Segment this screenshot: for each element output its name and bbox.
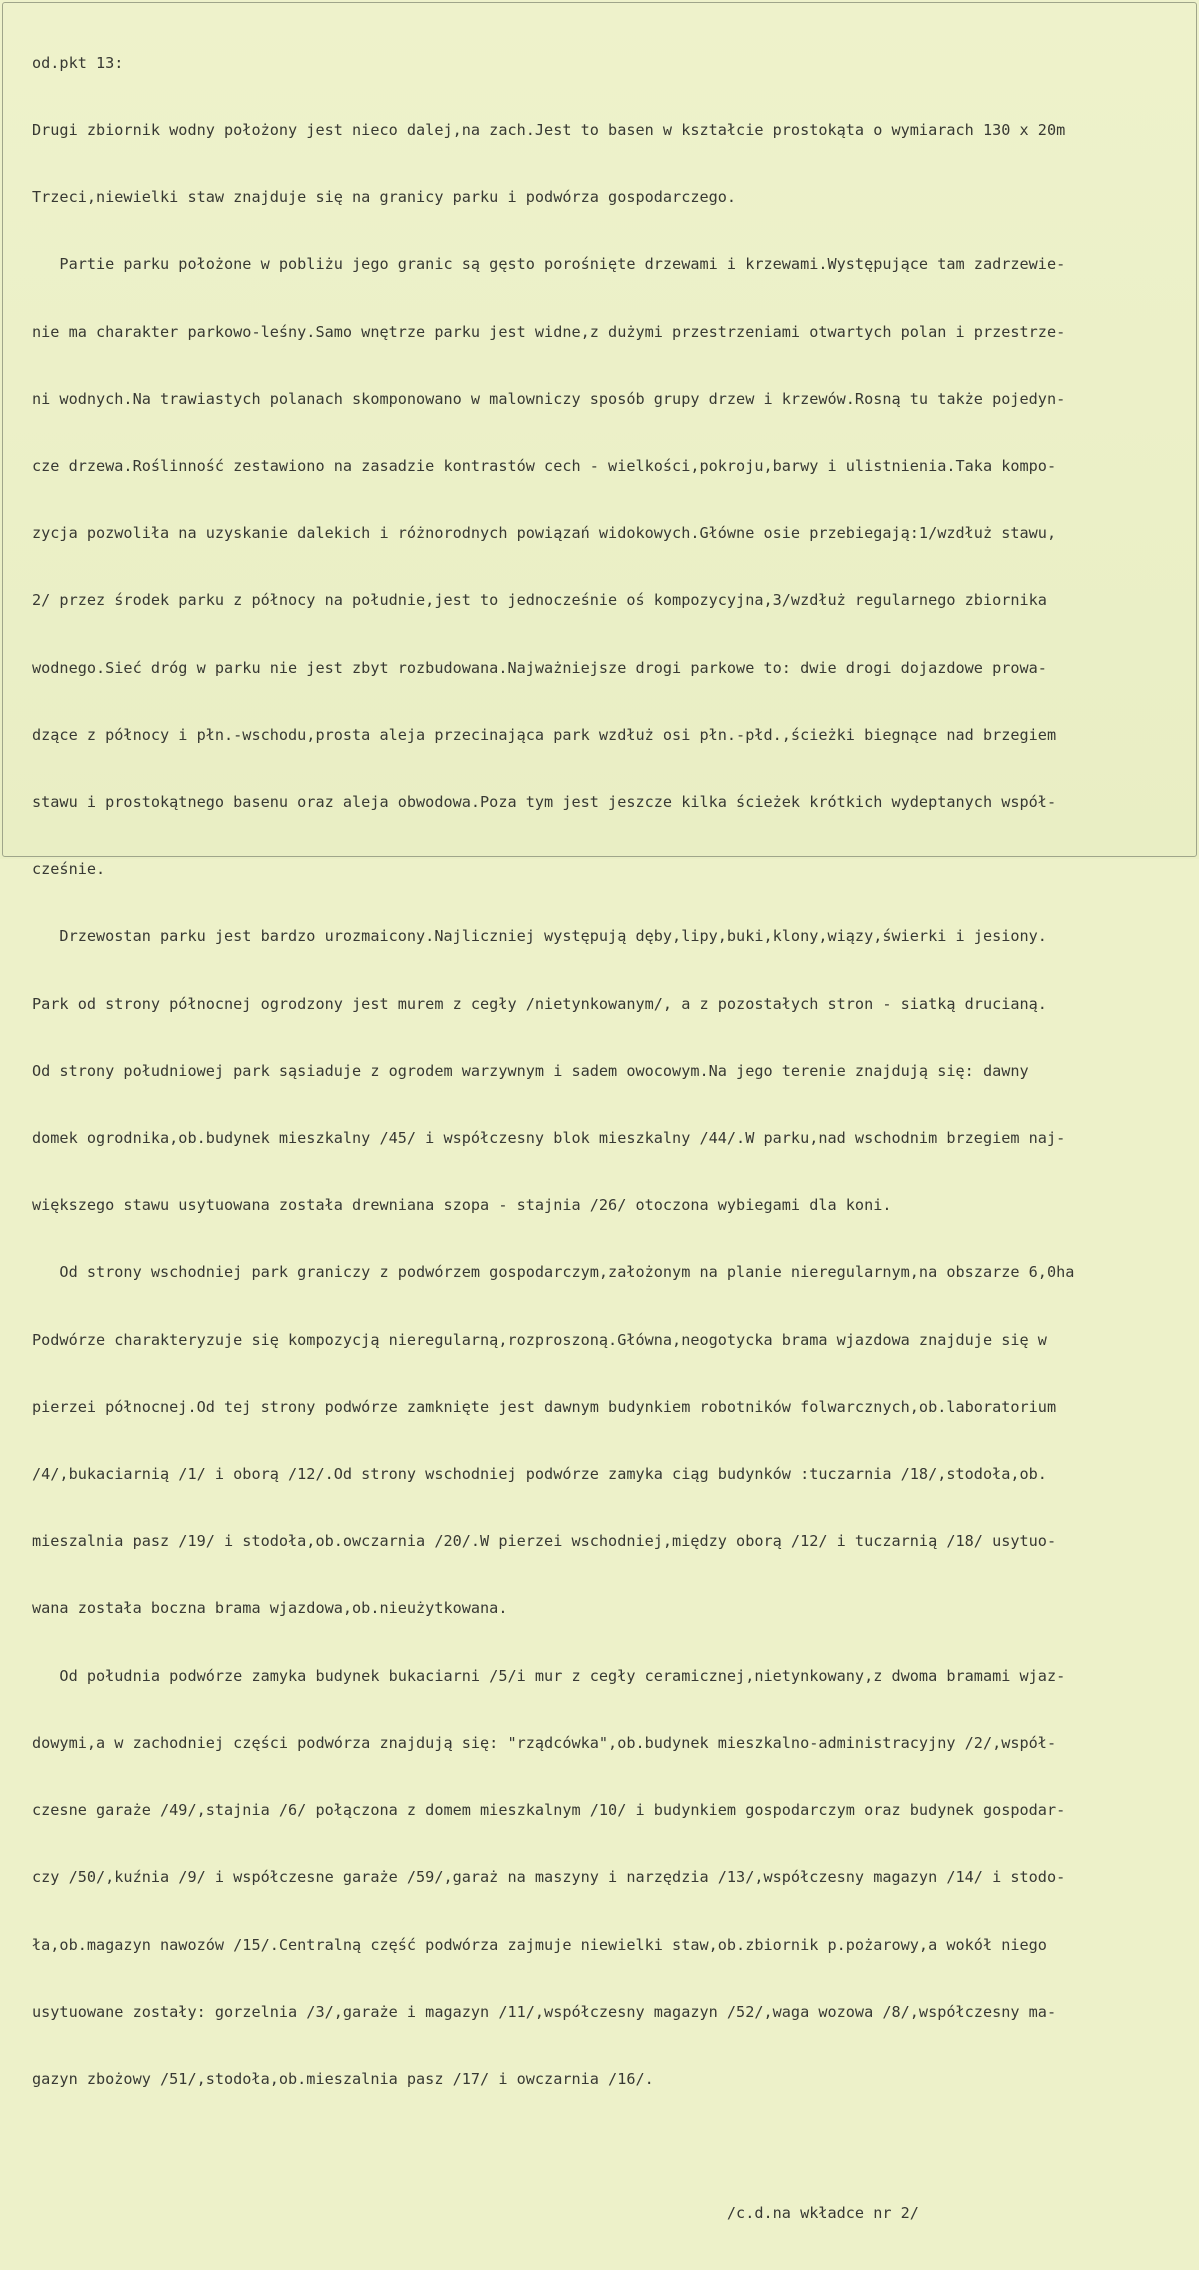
- text-line: Partie parku położone w pobliżu jego granic są gęsto porośnięte drzewami i krzewami.Występujące tam zadrzewie-: [32, 255, 1066, 274]
- text-line: domek ogrodnika,ob.budynek mieszkalny /45/ i współczesny blok mieszkalny /44/.W parku,nad wschodnim brzegiem naj-: [32, 1129, 1066, 1148]
- text-line: stawu i prostokątnego basenu oraz aleja obwodowa.Poza tym jest jeszcze kilka ścieżek krótkich wydeptanych współ-: [32, 793, 1057, 812]
- text-line: gazyn zbożowy /51/,stodoła,ob.mieszalnia pasz /17/ i owczarnia /16/.: [32, 2069, 654, 2088]
- text-line: cze drzewa.Roślinność zestawiono na zasadzie kontrastów cech - wielkości,pokroju,barwy i ulistnienia.Taka kompo-: [32, 457, 1057, 476]
- text-line: Trzeci,niewielki staw znajduje się na granicy parku i podwórza gospodarczego.: [32, 188, 737, 207]
- text-line: nie ma charakter parkowo-leśny.Samo wnętrze parku jest widne,z dużymi przestrzeniami otwartych polan i przestrze-: [32, 322, 1066, 341]
- text-line: Podwórze charakteryzuje się kompozycją nieregularną,rozproszoną.Główna,neogotycka brama wjazdowa znajduje się w: [32, 1330, 1047, 1349]
- text-line: ni wodnych.Na trawiastych polanach skomponowano w malowniczy sposób grupy drzew i krzewów.Rosną tu także pojedyn-: [32, 389, 1066, 408]
- text-line: Drzewostan parku jest bardzo urozmaicony.Najliczniej występują dęby,lipy,buki,klony,wiązy,świerki i jesiony.: [32, 927, 1047, 946]
- text-line: wodnego.Sieć dróg w parku nie jest zbyt rozbudowana.Najważniejsze drogi parkowe to: dwie drogi dojazdowe prowa-: [32, 658, 1047, 677]
- text-line: mieszalnia pasz /19/ i stodoła,ob.owczarnia /20/.W pierzei wschodniej,między oborą /12/ i tuczarnią /18/ usytuo-: [32, 1532, 1057, 1551]
- text-line: większego stawu usytuowana została drewniana szopa - stajnia /26/ otoczona wybiegami dla koni.: [32, 1196, 892, 1215]
- typewritten-text: [0, 7, 1199, 2270]
- text-line: cześnie.: [32, 860, 106, 879]
- text-line: dzące z północy i płn.-wschodu,prosta aleja przecinająca park wzdłuż osi płn.-płd.,ścieżki biegnące nad brzegiem: [32, 725, 1057, 744]
- text-line: czesne garaże /49/,stajnia /6/ połączona z domem mieszkalnym /10/ i budynkiem gospodarczym oraz budynek gospodar-: [32, 1801, 1066, 1820]
- text-line: Od strony wschodniej park graniczy z podwórzem gospodarczym,założonym na planie nieregularnym,na obszarze 6,0ha: [32, 1263, 1075, 1282]
- text-line: usytuowane zostały: gorzelnia /3/,garaże i magazyn /11/,współczesny magazyn /52/,waga wozowa /8/,współczesny ma-: [32, 2002, 1057, 2021]
- text-line: Od strony południowej park sąsiaduje z ogrodem warzywnym i sadem owocowym.Na jego terenie znajdują się: dawny: [32, 1061, 1029, 1080]
- text-line: Park od strony północnej ogrodzony jest murem z cegły /nietynkowanym/, a z pozostałych stron - siatką drucianą.: [32, 994, 1047, 1013]
- text-line: Drugi zbiornik wodny położony jest nieco dalej,na zach.Jest to basen w kształcie prostokąta o wymiarach 130 x 20m: [32, 121, 1066, 140]
- text-line: /4/,bukaciarnią /1/ i oborą /12/.Od strony wschodniej podwórze zamyka ciąg budynków :tuczarnia /18/,stodoła,ob.: [32, 1465, 1047, 1484]
- text-line: [0, 2135, 1199, 2157]
- text-line: od.pkt 13:: [32, 53, 124, 72]
- text-line: dowymi,a w zachodniej części podwórza znajdują się: "rządcówka",ob.budynek mieszkalno-administracyjny /2/,współ-: [32, 1733, 1057, 1752]
- text-line: zycja pozwoliła na uzyskanie dalekich i różnorodnych powiązań widokowych.Główne osie przebiegają:1/wzdłuż stawu,: [32, 524, 1057, 543]
- text-line: /c.d.na wkładce nr 2/: [32, 2204, 919, 2223]
- text-line: 2/ przez środek parku z północy na południe,jest to jednocześnie oś kompozycyjna,3/wzdłuż regularnego zbiornika: [32, 591, 1047, 610]
- text-line: wana została boczna brama wjazdowa,ob.nieużytkowana.: [32, 1599, 508, 1618]
- text-line: czy /50/,kuźnia /9/ i współczesne garaże /59/,garaż na maszyny i narzędzia /13/,współczesny magazyn /14/ i stodo-: [32, 1868, 1066, 1887]
- text-line: pierzei północnej.Od tej strony podwórze zamknięte jest dawnym budynkiem robotników folwarcznych,ob.laboratorium: [32, 1397, 1057, 1416]
- text-line: ła,ob.magazyn nawozów /15/.Centralną część podwórza zajmuje niewielki staw,ob.zbiornik p.pożarowy,a wokół niego: [32, 1935, 1047, 1954]
- text-line: Od południa podwórze zamyka budynek bukaciarni /5/i mur z cegły ceramicznej,nietynkowany,z dwoma bramami wjaz-: [32, 1666, 1066, 1685]
